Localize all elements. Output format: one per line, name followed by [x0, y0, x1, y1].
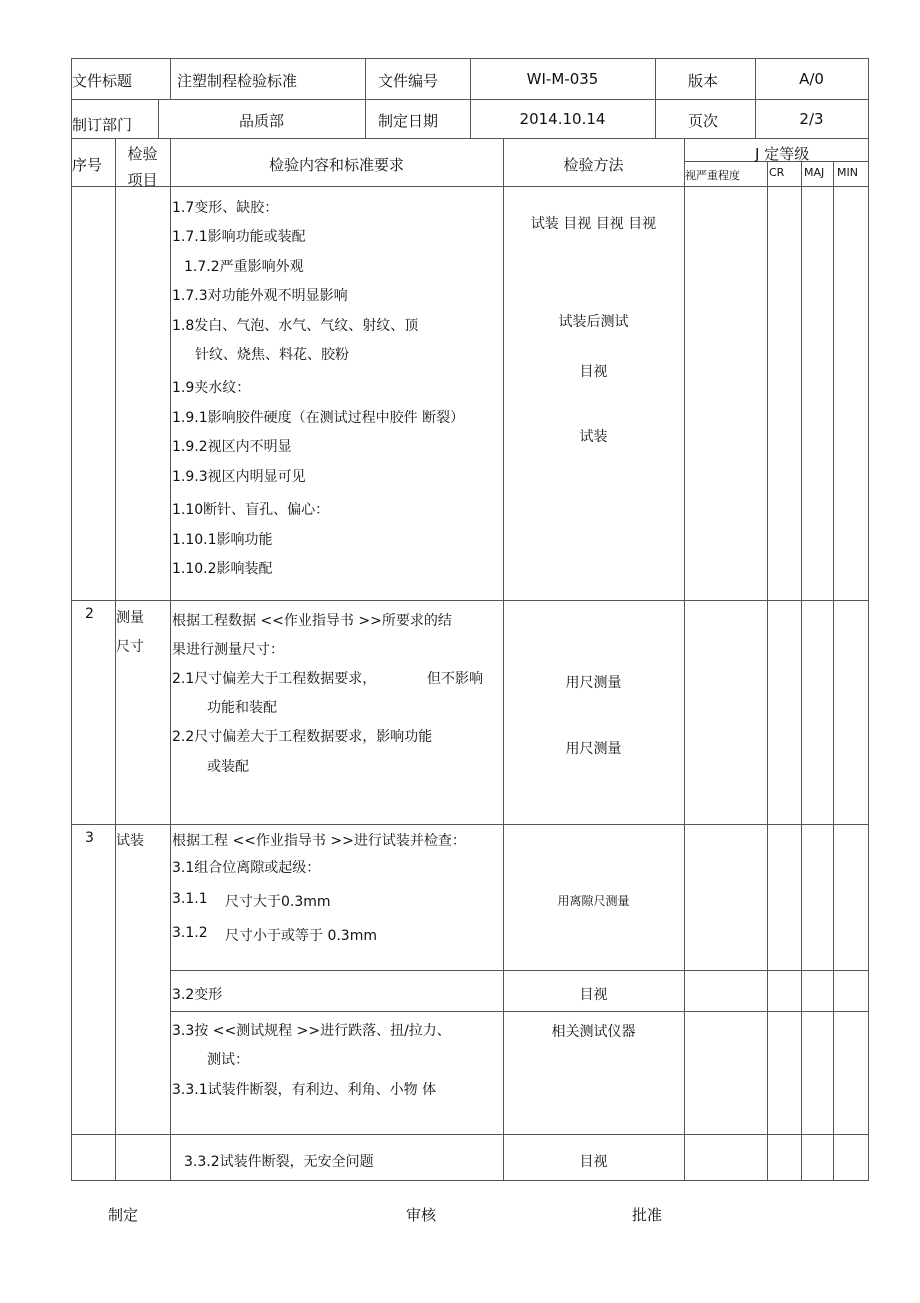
title-label: 文件标题: [72, 72, 133, 90]
s3-line: 尺寸大于0.3mm: [225, 894, 331, 910]
col-method: 检验方法: [563, 156, 624, 174]
s1-line: 1.7变形、缺胶：: [172, 200, 279, 216]
s2-method: 用尺测量: [565, 741, 622, 757]
footer-made: 制定: [108, 1206, 139, 1224]
col-item-line2: 项目: [127, 171, 158, 189]
s2-line: 2.2尺寸偏差大于工程数据要求，影响功能: [172, 729, 433, 745]
s1-line: 1.10断针、盲孔、偏心：: [172, 502, 330, 518]
page-value: 2/3: [799, 110, 824, 128]
col-grade: J 定等级: [755, 145, 810, 163]
s3-row33-line: 3.3按 <<测试规程 >>进行跌落、扭/拉力、: [172, 1023, 451, 1039]
title-value: 注塑制程检验标准: [177, 72, 298, 90]
s1-method: 试装后测试: [558, 314, 629, 330]
s1-method: 试装 目视 目视 目视: [530, 216, 657, 232]
dept-label: 制订部门: [72, 116, 133, 134]
col-min: MIN: [837, 166, 858, 179]
s3-item: 试装: [116, 833, 144, 849]
col-severity: 视严重程度: [685, 169, 740, 182]
s3-row32-method: 目视: [579, 987, 608, 1003]
date-label: 制定日期: [378, 112, 439, 130]
s1-line: 1.10.1影响功能: [172, 532, 273, 548]
s3-row33-line: 3.3.1试装件断裂，有利边、利角、小物 体: [172, 1082, 437, 1098]
s2-line: 2.1尺寸偏差大于工程数据要求，: [172, 671, 377, 687]
s1-line: 1.9.1影响胶件硬度（在测试过程中胶件 断裂）: [172, 410, 465, 426]
s3-line: 3.1组合位离隙或起级：: [172, 860, 321, 876]
s2-line: 或装配: [207, 759, 249, 775]
col-cr: CR: [769, 166, 785, 179]
s2-no: 2: [85, 606, 94, 622]
s2-line: 果进行测量尺寸：: [172, 642, 284, 658]
s1-line: 1.9.3视区内明显可见: [172, 469, 306, 485]
s3-row332: 3.3.2试装件断裂，无安全问题: [184, 1154, 374, 1170]
version-value: A/0: [799, 70, 824, 88]
s1-line: 1.7.1影响功能或装配: [172, 229, 306, 245]
s3-line: 尺寸小于或等于 0.3mm: [225, 928, 377, 944]
page-label: 页次: [688, 112, 719, 130]
version-label: 版本: [688, 72, 719, 90]
s3-row33-line: 测试：: [207, 1052, 249, 1068]
s3-row332-method: 目视: [579, 1154, 608, 1170]
doc-no-value: WI-M-035: [526, 70, 599, 88]
date-value: 2014.10.14: [519, 110, 606, 128]
s2-item-line2: 尺寸: [116, 639, 144, 655]
s3-line: 3.1.1: [172, 891, 208, 907]
footer-approve: 批准: [632, 1206, 663, 1224]
col-no: 序号: [72, 156, 103, 174]
s3-line: 3.1.2: [172, 925, 208, 941]
s3-row32: 3.2变形: [172, 987, 223, 1003]
s1-line: 1.8发白、气泡、水气、气纹、射纹、顶: [172, 318, 419, 334]
s1-line: 1.7.3对功能外观不明显影响: [172, 288, 348, 304]
doc-no-label: 文件编号: [378, 72, 439, 90]
s2-line: 功能和装配: [207, 700, 277, 716]
s1-line: 1.7.2严重影响外观: [184, 259, 304, 275]
s1-line: 1.9夹水纹：: [172, 380, 251, 396]
s3-line: 根据工程 <<作业指导书 >>进行试装并检查：: [172, 833, 466, 849]
dept-value: 品质部: [238, 112, 284, 130]
col-content: 检验内容和标准要求: [268, 156, 404, 174]
s2-item-line1: 测量: [116, 610, 144, 626]
s1-line: 针纹、烧焦、料花、胶粉: [195, 347, 349, 363]
s1-line: 1.9.2视区内不明显: [172, 439, 292, 455]
s3-no: 3: [85, 830, 94, 846]
footer-review: 审核: [406, 1206, 437, 1224]
s2-method: 用尺测量: [565, 675, 622, 691]
s1-method: 试装: [579, 429, 608, 445]
s3-row33-method: 相关测试仪器: [551, 1024, 636, 1040]
s3-method-gap: 用离隙尺测量: [557, 894, 630, 908]
s1-method: 目视: [579, 364, 608, 380]
col-maj: MAJ: [804, 166, 825, 179]
s2-line: 根据工程数据 <<作业指导书 >>所要求的结: [172, 613, 452, 629]
col-item-line1: 检验: [127, 145, 158, 163]
s2-line: 但不影响: [427, 671, 483, 687]
s1-line: 1.10.2影响装配: [172, 561, 273, 577]
